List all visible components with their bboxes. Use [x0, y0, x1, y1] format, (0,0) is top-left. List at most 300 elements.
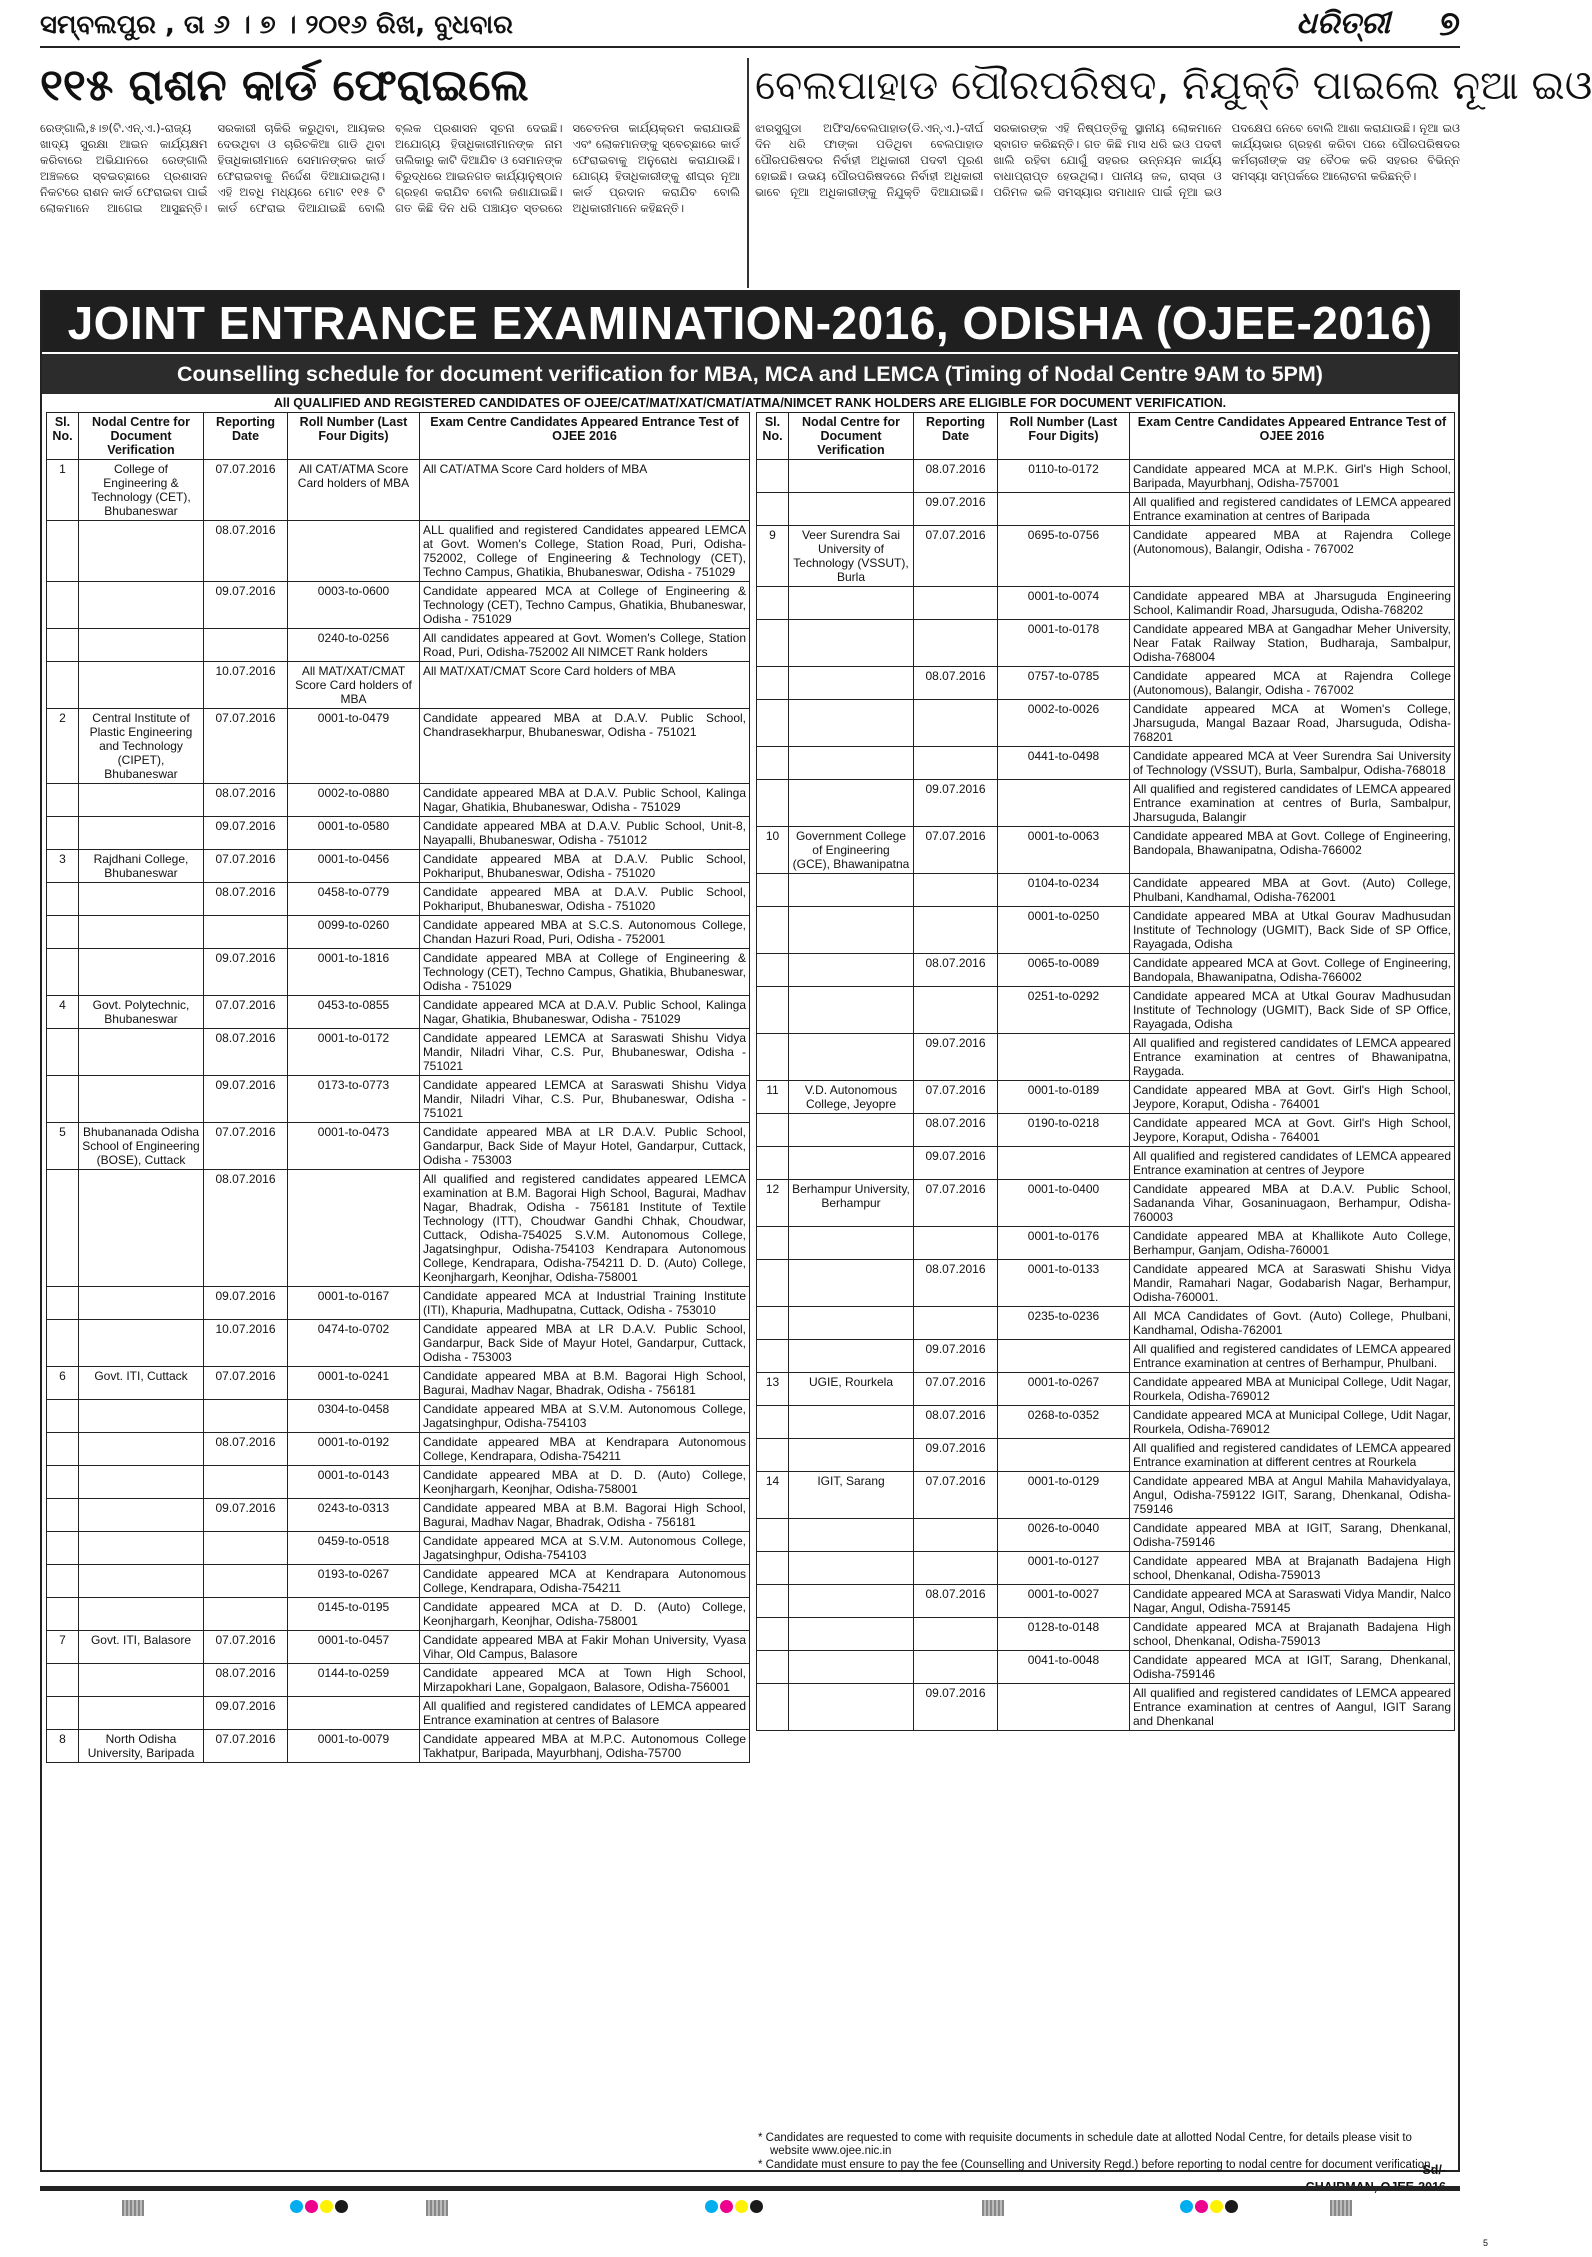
- cell-reporting-date: 07.07.2016: [204, 996, 288, 1029]
- cell-reporting-date: [914, 700, 998, 747]
- cell-nodal-centre: [79, 629, 204, 662]
- cell-sl: [757, 700, 789, 747]
- cell-exam-centre: All qualified and registered candidates of LEMCA appeared Entrance examination at centres of Balasore: [420, 1697, 750, 1730]
- cell-nodal-centre: [789, 874, 914, 907]
- table-row: [757, 874, 1455, 907]
- cell-roll-number: 0243-to-0313: [288, 1499, 420, 1532]
- cell-sl: [47, 1320, 79, 1367]
- table-row: [757, 1618, 1455, 1651]
- table-row: [47, 629, 750, 662]
- cell-exam-centre: Candidate appeared MBA at S.C.S. Autonomous College, Chandan Hazuri Road, Puri, Odisha - 752001: [420, 916, 750, 949]
- table-row: [47, 916, 750, 949]
- cell-roll-number: 0001-to-0400: [998, 1180, 1130, 1227]
- cell-roll-number: 0001-to-0479: [288, 709, 420, 784]
- cell-exam-centre: Candidate appeared MBA at Govt. College of Engineering, Bandopala, Bhawanipatna, Odisha-766002: [1130, 827, 1455, 874]
- cell-sl: [47, 1029, 79, 1076]
- cell-roll-number: 0001-to-1816: [288, 949, 420, 996]
- cell-roll-number: 0001-to-0133: [998, 1260, 1130, 1307]
- cell-reporting-date: 07.07.2016: [914, 827, 998, 874]
- cell-reporting-date: 07.07.2016: [914, 1081, 998, 1114]
- cell-nodal-centre: [79, 1029, 204, 1076]
- cell-sl: 14: [757, 1472, 789, 1519]
- cell-sl: [757, 1307, 789, 1340]
- cell-nodal-centre: [79, 1598, 204, 1631]
- cell-exam-centre: Candidate appeared MCA at Municipal College, Udit Nagar, Rourkela, Odisha-769012: [1130, 1406, 1455, 1439]
- table-row: [757, 1585, 1455, 1618]
- table-row: [757, 747, 1455, 780]
- cell-nodal-centre: [79, 1565, 204, 1598]
- table-row: [757, 667, 1455, 700]
- cell-nodal-centre: [789, 954, 914, 987]
- cell-exam-centre: Candidate appeared MBA at LR D.A.V. Public School, Gandarpur, Back Side of Mayur Hotel, Gandarpur, Cuttack, Odisha - 753003: [420, 1123, 750, 1170]
- cell-sl: [47, 1697, 79, 1730]
- cell-reporting-date: 08.07.2016: [204, 1029, 288, 1076]
- col-header-date: Reporting Date: [914, 413, 998, 460]
- cell-exam-centre: Candidate appeared MBA at B.M. Bagorai High School, Bagurai, Madhav Nagar, Bhadrak, Odisha - 756181: [420, 1367, 750, 1400]
- table-row: [47, 460, 750, 521]
- cell-nodal-centre: [79, 949, 204, 996]
- cell-nodal-centre: [79, 883, 204, 916]
- col-header-nodal: Nodal Centre for Document Verification: [79, 413, 204, 460]
- col-header-exam: Exam Centre Candidates Appeared Entrance Test of OJEE 2016: [1130, 413, 1455, 460]
- cell-roll-number: [998, 780, 1130, 827]
- cell-roll-number: 0001-to-0250: [998, 907, 1130, 954]
- cell-reporting-date: 08.07.2016: [204, 883, 288, 916]
- cell-nodal-centre: [789, 1260, 914, 1307]
- cell-roll-number: 0110-to-0172: [998, 460, 1130, 493]
- page-mark: 5: [1482, 2238, 1488, 2248]
- cell-reporting-date: 07.07.2016: [204, 1730, 288, 1763]
- cell-exam-centre: All qualified and registered candidates of LEMCA appeared Entrance examination at centres of Berhampur, Phulbani.: [1130, 1340, 1455, 1373]
- cell-nodal-centre: Govt. Polytechnic, Bhubaneswar: [79, 996, 204, 1029]
- table-row: [757, 954, 1455, 987]
- cell-sl: [757, 1406, 789, 1439]
- cell-reporting-date: 07.07.2016: [204, 709, 288, 784]
- cell-exam-centre: ALL qualified and registered Candidates appeared LEMCA at Govt. Women's College, Station Road, Puri, Odisha-752002, College of Engineering & Technology (CET), Techno Campus, Ghatikia, Bhubaneswar, Odisha - 751029: [420, 521, 750, 582]
- ojee-advertisement: [40, 290, 1460, 2177]
- cell-sl: [47, 629, 79, 662]
- cell-sl: 4: [47, 996, 79, 1029]
- cell-nodal-centre: [789, 1439, 914, 1472]
- cell-nodal-centre: Bhubananada Odisha School of Engineering (BOSE), Cuttack: [79, 1123, 204, 1170]
- cell-sl: [47, 1532, 79, 1565]
- cell-sl: [757, 874, 789, 907]
- cell-exam-centre: Candidate appeared MCA at Women's College, Jharsuguda, Mangal Bazaar Road, Jharsuguda, Odisha-768201: [1130, 700, 1455, 747]
- cell-sl: 13: [757, 1373, 789, 1406]
- cell-exam-centre: Candidate appeared MBA at Jharsuguda Engineering School, Kalimandir Road, Jharsuguda, Odisha-768202: [1130, 587, 1455, 620]
- cell-nodal-centre: Govt. ITI, Cuttack: [79, 1367, 204, 1400]
- cell-roll-number: 0144-to-0259: [288, 1664, 420, 1697]
- table-row: [47, 1697, 750, 1730]
- cell-reporting-date: 07.07.2016: [914, 526, 998, 587]
- cell-sl: 11: [757, 1081, 789, 1114]
- schedule-rows-right: [757, 460, 1455, 1731]
- cell-roll-number: [998, 493, 1130, 526]
- table-row: [757, 1180, 1455, 1227]
- cyan-dot: [290, 2200, 303, 2213]
- cell-roll-number: 0002-to-0880: [288, 784, 420, 817]
- cell-exam-centre: Candidate appeared MCA at M.P.K. Girl's High School, Baripada, Mayurbhanj, Odisha-757001: [1130, 460, 1455, 493]
- cell-sl: [757, 987, 789, 1034]
- table-row: [757, 1340, 1455, 1373]
- cell-roll-number: 0001-to-0189: [998, 1081, 1130, 1114]
- cell-reporting-date: 07.07.2016: [204, 1631, 288, 1664]
- cell-exam-centre: All MCA Candidates of Govt. (Auto) College, Phulbani, Kandhamal, Odisha-762001: [1130, 1307, 1455, 1340]
- cell-sl: 3: [47, 850, 79, 883]
- cell-roll-number: All CAT/ATMA Score Card holders of MBA: [288, 460, 420, 521]
- cell-reporting-date: [204, 1565, 288, 1598]
- newspaper-name: ଧରିତ୍ରୀ: [1296, 6, 1390, 41]
- cell-roll-number: 0001-to-0063: [998, 827, 1130, 874]
- cell-reporting-date: 07.07.2016: [204, 850, 288, 883]
- cell-roll-number: 0002-to-0026: [998, 700, 1130, 747]
- cell-sl: 2: [47, 709, 79, 784]
- cell-reporting-date: 07.07.2016: [914, 1180, 998, 1227]
- cell-nodal-centre: [79, 1400, 204, 1433]
- cell-exam-centre: Candidate appeared MBA at D.A.V. Public School, Kalinga Nagar, Ghatikia, Bhubaneswar, Odisha - 751029: [420, 784, 750, 817]
- cell-sl: [757, 1552, 789, 1585]
- cell-sl: [47, 1076, 79, 1123]
- cell-reporting-date: 09.07.2016: [204, 1697, 288, 1730]
- cell-exam-centre: Candidate appeared MBA at LR D.A.V. Public School, Gandarpur, Back Side of Mayur Hotel, Gandarpur, Cuttack, Odisha - 753003: [420, 1320, 750, 1367]
- table-row: [757, 1147, 1455, 1180]
- col-header-roll: Roll Number (Last Four Digits): [998, 413, 1130, 460]
- col-header-sl: Sl. No.: [757, 413, 789, 460]
- registration-gray-mark: [1330, 2200, 1352, 2216]
- col-header-exam: Exam Centre Candidates Appeared Entrance Test of OJEE 2016: [420, 413, 750, 460]
- table-row: [757, 1684, 1455, 1731]
- table-header-row: [757, 413, 1455, 460]
- cell-nodal-centre: [789, 1147, 914, 1180]
- cell-sl: [757, 667, 789, 700]
- table-row: [47, 850, 750, 883]
- table-row: [47, 883, 750, 916]
- cell-roll-number: 0026-to-0040: [998, 1519, 1130, 1552]
- cell-roll-number: 0235-to-0236: [998, 1307, 1130, 1340]
- cell-exam-centre: All qualified and registered candidates appeared LEMCA examination at B.M. Bagorai High School, Bagurai, Madhav Nagar, Bhadrak, Odisha - 756181 Institute of Textile Technology (ITT), Choudwar Gandhi Chhak, Choudwar, Cuttack, Odisha-754025 S.V.M. Autonomous College, Jagatsinghpur, Odisha-754103 Kendrapara Autonomous College, Kendrapara, Odisha-754211 D. D. (Auto) College, Keonjhargarh, Keonjhar, Odisha-758001: [420, 1170, 750, 1287]
- cell-sl: [47, 1433, 79, 1466]
- eligibility-note: All QUALIFIED AND REGISTERED CANDIDATES OF OJEE/CAT/MAT/XAT/CMAT/ATMA/NIMCET RANK HOLDERS ARE ELIGIBLE FOR DOCUMENT VERIFICATION.: [273, 396, 1227, 410]
- cell-roll-number: 0458-to-0779: [288, 883, 420, 916]
- table-row: [47, 1029, 750, 1076]
- cell-nodal-centre: [79, 582, 204, 629]
- cell-sl: [757, 587, 789, 620]
- table-row: [757, 1307, 1455, 1340]
- cell-exam-centre: Candidate appeared MCA at Rajendra College (Autonomous), Balangir, Odisha - 767002: [1130, 667, 1455, 700]
- cell-sl: [757, 780, 789, 827]
- cyan-dot: [1180, 2200, 1193, 2213]
- cell-nodal-centre: [789, 667, 914, 700]
- cell-sl: [47, 1565, 79, 1598]
- table-row: [757, 1439, 1455, 1472]
- table-row: [47, 1499, 750, 1532]
- cell-sl: [47, 1499, 79, 1532]
- cell-sl: [757, 1618, 789, 1651]
- cell-roll-number: 0001-to-0241: [288, 1367, 420, 1400]
- cell-exam-centre: Candidate appeared MCA at Saraswati Vidya Mandir, Nalco Nagar, Angul, Odisha-759145: [1130, 1585, 1455, 1618]
- cell-exam-centre: Candidate appeared MBA at B.M. Bagorai High School, Bagurai, Madhav Nagar, Bhadrak, Odisha - 756181: [420, 1499, 750, 1532]
- cell-sl: [757, 1585, 789, 1618]
- cell-exam-centre: Candidate appeared MCA at D. D. (Auto) College, Keonjhargarh, Keonjhar, Odisha-758001: [420, 1598, 750, 1631]
- cyan-dot: [705, 2200, 718, 2213]
- cell-sl: [757, 1147, 789, 1180]
- cell-roll-number: [288, 1697, 420, 1730]
- cell-roll-number: [288, 1170, 420, 1287]
- cell-roll-number: 0173-to-0773: [288, 1076, 420, 1123]
- cell-sl: [47, 883, 79, 916]
- cell-nodal-centre: [79, 1697, 204, 1730]
- cell-nodal-centre: [789, 493, 914, 526]
- cell-sl: [757, 747, 789, 780]
- cell-nodal-centre: [79, 916, 204, 949]
- cell-nodal-centre: Central Institute of Plastic Engineering and Technology (CIPET), Bhubaneswar: [79, 709, 204, 784]
- cell-reporting-date: 08.07.2016: [914, 1260, 998, 1307]
- cell-reporting-date: 08.07.2016: [914, 1406, 998, 1439]
- schedule-rows-left: [47, 460, 750, 1763]
- registration-gray-mark: [982, 2200, 1004, 2216]
- cell-roll-number: 0003-to-0600: [288, 582, 420, 629]
- cell-roll-number: 0001-to-0267: [998, 1373, 1130, 1406]
- cell-reporting-date: 07.07.2016: [914, 1373, 998, 1406]
- black-dot: [335, 2200, 348, 2213]
- cell-roll-number: 0304-to-0458: [288, 1400, 420, 1433]
- cell-roll-number: 0145-to-0195: [288, 1598, 420, 1631]
- table-row: [757, 1552, 1455, 1585]
- cell-sl: [47, 1598, 79, 1631]
- cell-exam-centre: Candidate appeared MBA at D.A.V. Public School, Unit-8, Nayapalli, Bhubaneswar, Odisha - 751012: [420, 817, 750, 850]
- cell-sl: 8: [47, 1730, 79, 1763]
- schedule-table-left: [46, 412, 750, 1763]
- cell-exam-centre: Candidate appeared MBA at Khallikote Auto College, Berhampur, Ganjam, Odisha-760001: [1130, 1227, 1455, 1260]
- cell-roll-number: 0001-to-0580: [288, 817, 420, 850]
- cell-nodal-centre: [789, 987, 914, 1034]
- cell-reporting-date: 09.07.2016: [914, 1684, 998, 1731]
- news-body: ଝାରସୁଗୁଡା ଅଫିସ/ବେଲପାହାଡ(ଡି.ଏନ୍.ଏ.)-ଦୀର୍ଘ ଦିନ ଧରି ଫାଙ୍କା ପଡିଥିବା ବେଲପାହାଡ ପୌରପରିଷଦର ନିର୍ବାହୀ ଅଧିକାରୀ ପଦବୀ ପୂରଣ ହୋଇଛି। ଉଭୟ ପୌରପରିଷଦରେ ନିର୍ବାହୀ ଅଧିକାରୀ ଭାବେ ନୂଆ ଅଧିକାରୀଙ୍କୁ ନିଯୁକ୍ତି ଦିଆଯାଇଛି। ସରକାରଙ୍କ ଏହି ନିଷ୍ପତ୍ତିକୁ ସ୍ଥାନୀୟ ଲୋକମାନେ ସ୍ବାଗତ କରିଛନ୍ତି। ଗତ କିଛି ମାସ ଧରି ଇଓ ପଦବୀ ଖାଲି ରହିବା ଯୋଗୁଁ ସହରର ଉନ୍ନୟନ କାର୍ଯ୍ୟ ବାଧାପ୍ରାପ୍ତ ହେଉଥିଲା। ପାନୀୟ ଜଳ, ରାସ୍ତା ଓ ପରିମଳ ଭଳି ସମସ୍ୟାର ସମାଧାନ ପାଇଁ ନୂଆ ଇଓ ପଦକ୍ଷେପ ନେବେ ବୋଲି ଆଶା କରାଯାଉଛି। ନୂଆ ଇଓ କାର୍ଯ୍ୟଭାର ଗ୍ରହଣ କରିବା ପରେ ପୌରପରିଷଦର କର୍ମଚାରୀଙ୍କ ସହ ବୈଠକ କରି ସହରର ବିଭିନ୍ନ ସମସ୍ୟା ସମ୍ପର୍କରେ ଆଲୋଚନା କରିଛନ୍ତି।: [755, 121, 1460, 199]
- cell-sl: [757, 1260, 789, 1307]
- table-row: [757, 987, 1455, 1034]
- cell-sl: [47, 662, 79, 709]
- cell-roll-number: All MAT/XAT/CMAT Score Card holders of MBA: [288, 662, 420, 709]
- cell-nodal-centre: Rajdhani College, Bhubaneswar: [79, 850, 204, 883]
- table-row: [757, 1114, 1455, 1147]
- cell-sl: [757, 1439, 789, 1472]
- cell-exam-centre: Candidate appeared MBA at Utkal Gourav Madhusudan Institute of Technology (UGMIT), Back Side of SP Office, Rayagada, Odisha: [1130, 907, 1455, 954]
- cell-reporting-date: 08.07.2016: [914, 1114, 998, 1147]
- cell-reporting-date: 09.07.2016: [204, 817, 288, 850]
- cell-sl: 12: [757, 1180, 789, 1227]
- news-body: ରେଙ୍ଗାଲି,୫।୭(ଟି.ଏନ୍.ଏ.)-ରାଜ୍ୟ ଖାଦ୍ୟ ସୁରକ୍ଷା ଆଇନ କାର୍ଯ୍ୟକ୍ଷମ କରିବାରେ ଅଭିଯାନରେ ରେଙ୍ଗାଲି ଅଞ୍ଚଳରେ ସ୍ବଇଚ୍ଛାରେ ପ୍ରଶାସନ ନିକଟରେ ରାଶନ କାର୍ଡ ଫେରାଇବା ପାଇଁ ଲୋକମାନେ ଆଗେଇ ଆସୁଛନ୍ତି। ସରକାରୀ ଚାକିରି କରୁଥିବା, ଆୟକର ଦେଉଥିବା ଓ ଚାରିଚକିଆ ଗାଡି ଥିବା ହିତାଧିକାରୀମାନେ ସେମାନଙ୍କର କାର୍ଡ ଫେରାଇବାକୁ ନିର୍ଦ୍ଦେଶ ଦିଆଯାଇଥିଲା। ଏହି ଅବଧି ମଧ୍ୟରେ ମୋଟ ୧୧୫ ଟି କାର୍ଡ ଫେରାଇ ଦିଆଯାଇଛି ବୋଲି ବ୍ଲକ ପ୍ରଶାସନ ସୂଚନା ଦେଇଛି। ଅଯୋଗ୍ୟ ହିତାଧିକାରୀମାନଙ୍କ ନାମ ତାଲିକାରୁ କାଟି ଦିଆଯିବ ଓ ସେମାନଙ୍କ ବିରୁଦ୍ଧରେ ଆଇନଗତ କାର୍ଯ୍ୟାନୁଷ୍ଠାନ ଗ୍ରହଣ କରାଯିବ ବୋଲି ଜଣାଯାଇଛି। ଗତ କିଛି ଦିନ ଧରି ପଞ୍ଚାୟତ ସ୍ତରରେ ସଚେତନତା କାର୍ଯ୍ୟକ୍ରମ କରାଯାଉଛି ଏବଂ ଲୋକମାନଙ୍କୁ ସ୍ବେଚ୍ଛାରେ କାର୍ଡ ଫେରାଇବାକୁ ଅନୁରୋଧ କରାଯାଉଛି। ଯୋଗ୍ୟ ହିତାଧିକାରୀଙ୍କୁ ଶୀଘ୍ର ନୂଆ କାର୍ଡ ପ୍ରଦାନ କରାଯିବ ବୋଲି ଅଧିକାରୀମାନେ କହିଛନ୍ତି।: [40, 121, 740, 215]
- cell-reporting-date: 09.07.2016: [914, 1034, 998, 1081]
- black-dot: [1225, 2200, 1238, 2213]
- table-row: [757, 827, 1455, 874]
- table-row: [47, 1287, 750, 1320]
- table-row: [47, 1170, 750, 1287]
- cell-nodal-centre: North Odisha University, Baripada: [79, 1730, 204, 1763]
- cell-roll-number: 0104-to-0234: [998, 874, 1130, 907]
- cell-nodal-centre: UGIE, Rourkela: [789, 1373, 914, 1406]
- news-article-belpahar: [755, 58, 1592, 288]
- cell-sl: [47, 1466, 79, 1499]
- cell-roll-number: 0001-to-0143: [288, 1466, 420, 1499]
- cell-reporting-date: [914, 620, 998, 667]
- note-item: * Candidates are requested to come with requisite documents in schedule date at allotted Nodal Centre, for details please visit to website www.ojee.nic.in: [758, 2132, 1412, 2157]
- cell-sl: 7: [47, 1631, 79, 1664]
- cell-sl: [47, 1170, 79, 1287]
- cell-reporting-date: [914, 1618, 998, 1651]
- table-row: [47, 1123, 750, 1170]
- cell-exam-centre: All qualified and registered candidates of LEMCA appeared Entrance examination at different centres at Rourkela: [1130, 1439, 1455, 1472]
- news-article-ration-card: [40, 58, 740, 288]
- cell-reporting-date: 08.07.2016: [204, 521, 288, 582]
- cell-nodal-centre: [789, 907, 914, 954]
- cell-reporting-date: 09.07.2016: [914, 1439, 998, 1472]
- cell-sl: [757, 1684, 789, 1731]
- cell-sl: 6: [47, 1367, 79, 1400]
- cell-nodal-centre: College of Engineering & Technology (CET), Bhubaneswar: [79, 460, 204, 521]
- table-row: [47, 662, 750, 709]
- cell-exam-centre: Candidate appeared MCA at D.A.V. Public School, Kalinga Nagar, Ghatikia, Bhubaneswar, Odisha - 751029: [420, 996, 750, 1029]
- registration-color-dots: [290, 2200, 348, 2216]
- table-row: [47, 996, 750, 1029]
- schedule-table-right: [756, 412, 1455, 1731]
- table-row: [757, 1373, 1455, 1406]
- cell-nodal-centre: [789, 1684, 914, 1731]
- cell-exam-centre: Candidate appeared MBA at D.A.V. Public School, Sadananda Vihar, Gosaninuagaon, Berhampur, Odisha-760003: [1130, 1180, 1455, 1227]
- masthead-date: ସମ୍ବଲପୁର , ତା ୬ । ୭ । ୨୦୧୬ ରିଖ, ବୁଧବାର: [40, 10, 513, 40]
- cell-roll-number: 0001-to-0176: [998, 1227, 1130, 1260]
- cell-sl: [757, 1651, 789, 1684]
- cell-nodal-centre: [789, 1651, 914, 1684]
- cell-exam-centre: Candidate appeared MBA at Govt. Girl's High School, Jeypore, Koraput, Odisha - 764001: [1130, 1081, 1455, 1114]
- cell-nodal-centre: [79, 1320, 204, 1367]
- cell-exam-centre: Candidate appeared MCA at Saraswati Shishu Vidya Mandir, Ramahari Nagar, Godabarish Nagar, Berhampur, Odisha-760001.: [1130, 1260, 1455, 1307]
- cell-exam-centre: Candidate appeared MBA at Gangadhar Meher University, Near Fatak Railway Station, Budharaja, Sambalpur, Odisha-768004: [1130, 620, 1455, 667]
- cell-reporting-date: 10.07.2016: [204, 1320, 288, 1367]
- cell-sl: [757, 1340, 789, 1373]
- cell-reporting-date: 08.07.2016: [204, 1170, 288, 1287]
- cell-sl: [47, 817, 79, 850]
- cell-nodal-centre: [789, 1307, 914, 1340]
- cell-reporting-date: 09.07.2016: [204, 582, 288, 629]
- cell-reporting-date: 09.07.2016: [204, 1499, 288, 1532]
- cell-roll-number: 0065-to-0089: [998, 954, 1130, 987]
- cell-sl: [757, 1114, 789, 1147]
- table-row: [47, 1664, 750, 1697]
- magenta-dot: [305, 2200, 318, 2213]
- cell-reporting-date: [914, 1651, 998, 1684]
- cell-reporting-date: 08.07.2016: [914, 667, 998, 700]
- cell-nodal-centre: [789, 1618, 914, 1651]
- cell-exam-centre: All qualified and registered candidates of LEMCA appeared Entrance examination at centres of Aangul, IGIT Sarang and Dhenkanal: [1130, 1684, 1455, 1731]
- cell-nodal-centre: [789, 1519, 914, 1552]
- cell-roll-number: 0001-to-0074: [998, 587, 1130, 620]
- table-row: [47, 1076, 750, 1123]
- cell-sl: [47, 521, 79, 582]
- cell-exam-centre: Candidate appeared LEMCA at Saraswati Shishu Vidya Mandir, Niladri Vihar, C.S. Pur, Bhubaneswar, Odisha - 751021: [420, 1076, 750, 1123]
- col-header-nodal: Nodal Centre for Document Verification: [789, 413, 914, 460]
- signature: Sd/-: [1422, 2163, 1446, 2177]
- cell-exam-centre: Candidate appeared MBA at Municipal College, Udit Nagar, Rourkela, Odisha-769012: [1130, 1373, 1455, 1406]
- cell-roll-number: 0001-to-0473: [288, 1123, 420, 1170]
- cell-nodal-centre: [789, 700, 914, 747]
- cell-reporting-date: [914, 747, 998, 780]
- cell-nodal-centre: [789, 1034, 914, 1081]
- cell-roll-number: [998, 1684, 1130, 1731]
- cell-exam-centre: All qualified and registered candidates of LEMCA appeared Entrance examination at centres of Jeypore: [1130, 1147, 1455, 1180]
- masthead: [40, 6, 1460, 48]
- cell-exam-centre: Candidate appeared MCA at Industrial Training Institute (ITI), Khapuria, Madhupatna, Cuttack, Odisha - 753010: [420, 1287, 750, 1320]
- table-row: [47, 949, 750, 996]
- cell-sl: 10: [757, 827, 789, 874]
- cell-exam-centre: Candidate appeared MBA at Angul Mahila Mahavidyalaya, Angul, Odisha-759122 IGIT, Sarang, Dhenkanal, Odisha-759146: [1130, 1472, 1455, 1519]
- yellow-dot: [320, 2200, 333, 2213]
- cell-reporting-date: 07.07.2016: [204, 460, 288, 521]
- cell-sl: [47, 1287, 79, 1320]
- cell-exam-centre: Candidate appeared MBA at College of Engineering & Technology (CET), Techno Campus, Ghatikia, Bhubaneswar, Odisha - 751029: [420, 949, 750, 996]
- news-headline: ବେଲପାହାଡ ପୌରପରିଷଦ, ନିଯୁକ୍ତି ପାଇଲେ ନୂଆ ଇଓ: [755, 63, 1592, 109]
- cell-roll-number: 0240-to-0256: [288, 629, 420, 662]
- cell-roll-number: 0695-to-0756: [998, 526, 1130, 587]
- cell-nodal-centre: [79, 662, 204, 709]
- footer-rule: [40, 2186, 1460, 2191]
- table-row: [757, 493, 1455, 526]
- cell-roll-number: [998, 1340, 1130, 1373]
- cell-exam-centre: All qualified and registered candidates of LEMCA appeared Entrance examination at centres of Baripada: [1130, 493, 1455, 526]
- cell-nodal-centre: [79, 817, 204, 850]
- cell-reporting-date: 07.07.2016: [204, 1123, 288, 1170]
- table-row: [757, 587, 1455, 620]
- cell-sl: [47, 916, 79, 949]
- cell-exam-centre: Candidate appeared MCA at Govt. Girl's High School, Jeypore, Koraput, Odisha - 764001: [1130, 1114, 1455, 1147]
- ad-title: JOINT ENTRANCE EXAMINATION-2016, ODISHA (OJEE-2016): [42, 292, 1458, 352]
- cell-reporting-date: 09.07.2016: [914, 1340, 998, 1373]
- cell-roll-number: 0459-to-0518: [288, 1532, 420, 1565]
- cell-sl: 1: [47, 460, 79, 521]
- table-row: [47, 1565, 750, 1598]
- ad-subtitle: Counselling schedule for document verification for MBA, MCA and LEMCA (Timing of Nodal Centre 9AM to 5PM): [42, 352, 1458, 394]
- cell-nodal-centre: [789, 1340, 914, 1373]
- cell-sl: [757, 1227, 789, 1260]
- table-row: [757, 1034, 1455, 1081]
- cell-nodal-centre: Government College of Engineering (GCE), Bhawanipatna: [789, 827, 914, 874]
- cell-exam-centre: Candidate appeared MCA at Town High School, Mirzapokhari Lane, Gopalgaon, Balasore, Odisha-756001: [420, 1664, 750, 1697]
- cell-roll-number: 0441-to-0498: [998, 747, 1130, 780]
- cell-sl: [47, 1400, 79, 1433]
- cell-nodal-centre: [79, 1287, 204, 1320]
- cell-sl: [47, 784, 79, 817]
- cell-exam-centre: Candidate appeared MCA at IGIT, Sarang, Dhenkanal, Odisha-759146: [1130, 1651, 1455, 1684]
- cell-exam-centre: Candidate appeared LEMCA at Saraswati Shishu Vidya Mandir, Niladri Vihar, C.S. Pur, Bhubaneswar, Odisha - 751021: [420, 1029, 750, 1076]
- table-row: [47, 1367, 750, 1400]
- cell-nodal-centre: [789, 587, 914, 620]
- cell-nodal-centre: [789, 1585, 914, 1618]
- cell-roll-number: 0001-to-0129: [998, 1472, 1130, 1519]
- cell-reporting-date: 09.07.2016: [204, 1076, 288, 1123]
- table-row: [47, 1466, 750, 1499]
- cell-reporting-date: [204, 1466, 288, 1499]
- black-dot: [750, 2200, 763, 2213]
- cell-roll-number: 0193-to-0267: [288, 1565, 420, 1598]
- cell-nodal-centre: Berhampur University, Berhampur: [789, 1180, 914, 1227]
- cell-reporting-date: [914, 907, 998, 954]
- cell-reporting-date: 10.07.2016: [204, 662, 288, 709]
- table-row: [47, 1598, 750, 1631]
- cell-reporting-date: 08.07.2016: [914, 460, 998, 493]
- cell-roll-number: [288, 521, 420, 582]
- cell-sl: [47, 949, 79, 996]
- table-row: [757, 780, 1455, 827]
- cell-nodal-centre: [79, 1466, 204, 1499]
